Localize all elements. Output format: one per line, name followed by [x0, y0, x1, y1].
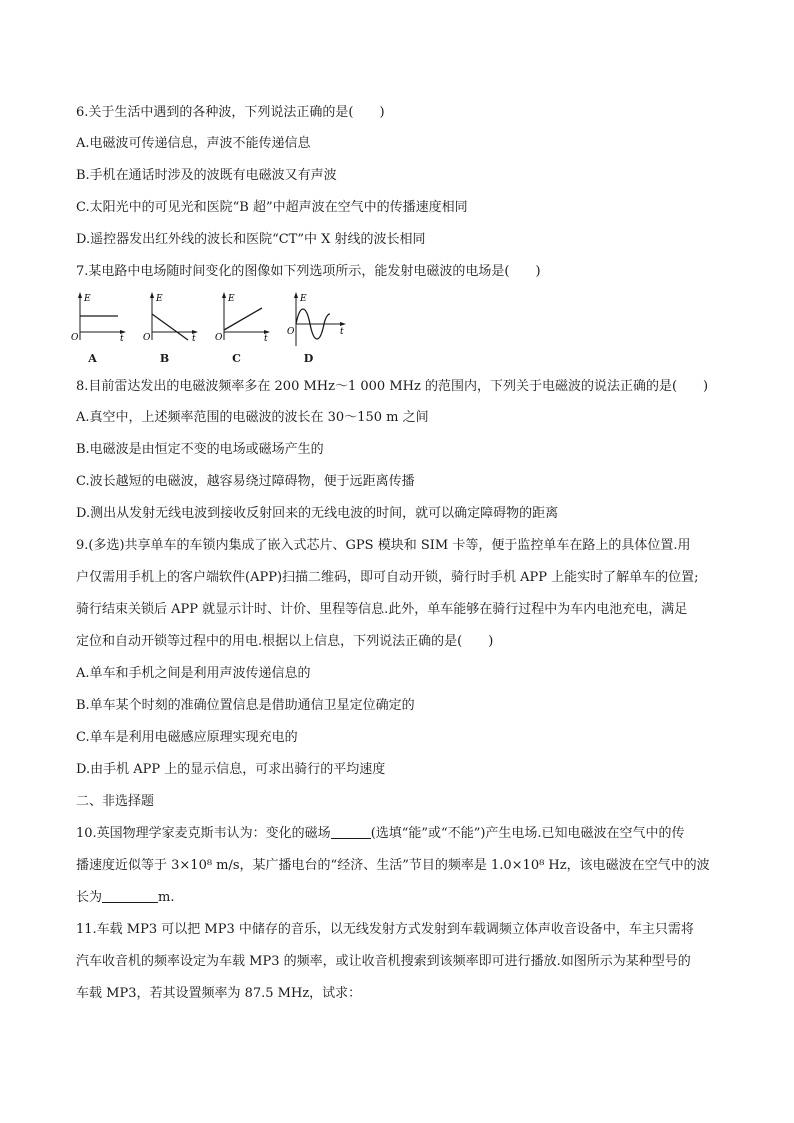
axis-e-label: E	[228, 294, 235, 304]
origin-label: O	[215, 333, 223, 343]
origin-label: O	[143, 333, 151, 343]
q10-line-1	[76, 825, 726, 843]
graph-a-label: A	[88, 352, 97, 365]
axis-t-label: t	[264, 334, 268, 344]
axis-e-label: E	[156, 294, 163, 304]
q6-stem: 6.关于生活中遇到的各种波，下列说法正确的是( )	[76, 105, 385, 120]
q9-stem-line-3: 骑行结束关锁后 APP 就显示计时、计价、里程等信息.此外，单车能够在骑行过程中为车内电池充电，满足	[76, 602, 688, 617]
q10-line-3	[76, 889, 726, 907]
q6-option-a: A.电磁波可传递信息，声波不能传递信息	[76, 136, 311, 151]
q7-stem: 7.某电路中电场随时间变化的图像如下列选项所示，能发射电磁波的电场是( )	[76, 264, 541, 279]
graph-d-label: D	[303, 352, 314, 365]
axis-t-label: t	[120, 334, 124, 344]
section-heading: 二、非选择题	[76, 794, 155, 809]
q10-text-c: 长为	[76, 890, 103, 905]
q7-graph-options	[70, 290, 360, 370]
axis-t-label: t	[192, 334, 196, 344]
q10-text-a: 10.英国物理学家麦克斯韦认为：变化的磁场	[76, 826, 331, 841]
origin-label: O	[287, 327, 295, 337]
graph-c-label: C	[232, 352, 241, 365]
q9-option-a: A.单车和手机之间是利用声波传递信息的	[76, 666, 311, 681]
q8-option-b: B.电磁波是由恒定不变的电场或磁场产生的	[76, 442, 324, 457]
q11-line-2: 汽车收音机的频率设定为车载 MP3 的频率，或让收音机搜索到该频率即可进行播放.如图所示为某种型号的	[76, 954, 691, 969]
q10-blank-1	[331, 825, 371, 839]
q9-stem-line-4: 定位和自动开锁等过程中的用电.根据以上信息，下列说法正确的是( )	[76, 634, 494, 649]
graph-d	[286, 290, 346, 368]
q8-option-c: C.波长越短的电磁波，越容易绕过障碍物，便于远距离传播	[76, 474, 415, 489]
graph-b-label: B	[159, 352, 170, 365]
q9-stem-line-1: 9.(多选)共享单车的车锁内集成了嵌入式芯片、GPS 模块和 SIM 卡等，便于监控单车在路上的具体位置.用	[76, 538, 691, 553]
q10-line-2: 播速度近似等于 3×10⁸ m/s，某广播电台的“经济、生活”节目的频率是 1.0×10⁸ Hz，该电磁波在空气中的波	[76, 858, 710, 873]
q6-option-c: C.太阳光中的可见光和医院“B 超”中超声波在空气中的传播速度相同	[76, 200, 468, 215]
q8-stem: 8.目前雷达发出的电磁波频率多在 200 MHz～1 000 MHz 的范围内，下列关于电磁波的说法正确的是( )	[76, 379, 709, 394]
axis-e-label: E	[84, 294, 91, 304]
q10-blank-2	[102, 889, 158, 903]
q8-option-d: D.测出从发射无线电波到接收反射回来的无线电波的时间，就可以确定障碍物的距离	[76, 506, 559, 521]
q9-option-d: D.由手机 APP 上的显示信息，可求出骑行的平均速度	[76, 762, 386, 777]
q11-line-1: 11.车载 MP3 可以把 MP3 中储存的音乐，以无线发射方式发射到车载调频立体声收音设备中，车主只需将	[76, 922, 694, 937]
graph-b	[142, 290, 202, 368]
q10-text-b: (选填“能”或“不能”)产生电场.已知电磁波在空气中的传	[370, 826, 685, 841]
origin-label: O	[71, 333, 79, 343]
axis-t-label: t	[340, 327, 344, 337]
q9-stem-line-2: 户仅需用手机上的客户端软件(APP)扫描二维码，即可自动开锁，骑行时手机 APP 上能实时了解单车的位置;	[76, 570, 699, 585]
axis-e-label: E	[300, 294, 307, 304]
graph-a	[70, 290, 130, 368]
q9-option-c: C.单车是利用电磁感应原理实现充电的	[76, 730, 298, 745]
q11-line-3: 车载 MP3，若其设置频率为 87.5 MHz，试求：	[76, 986, 362, 1001]
q10-text-d: m.	[158, 890, 175, 905]
graph-c	[214, 290, 274, 368]
q6-option-b: B.手机在通话时涉及的波既有电磁波又有声波	[76, 168, 337, 183]
q8-option-a: A.真空中，上述频率范围的电磁波的波长在 30～150 m 之间	[76, 410, 429, 425]
q6-option-d: D.遥控器发出红外线的波长和医院“CT”中 X 射线的波长相同	[76, 232, 426, 247]
q9-option-b: B.单车某个时刻的准确位置信息是借助通信卫星定位确定的	[76, 698, 415, 713]
